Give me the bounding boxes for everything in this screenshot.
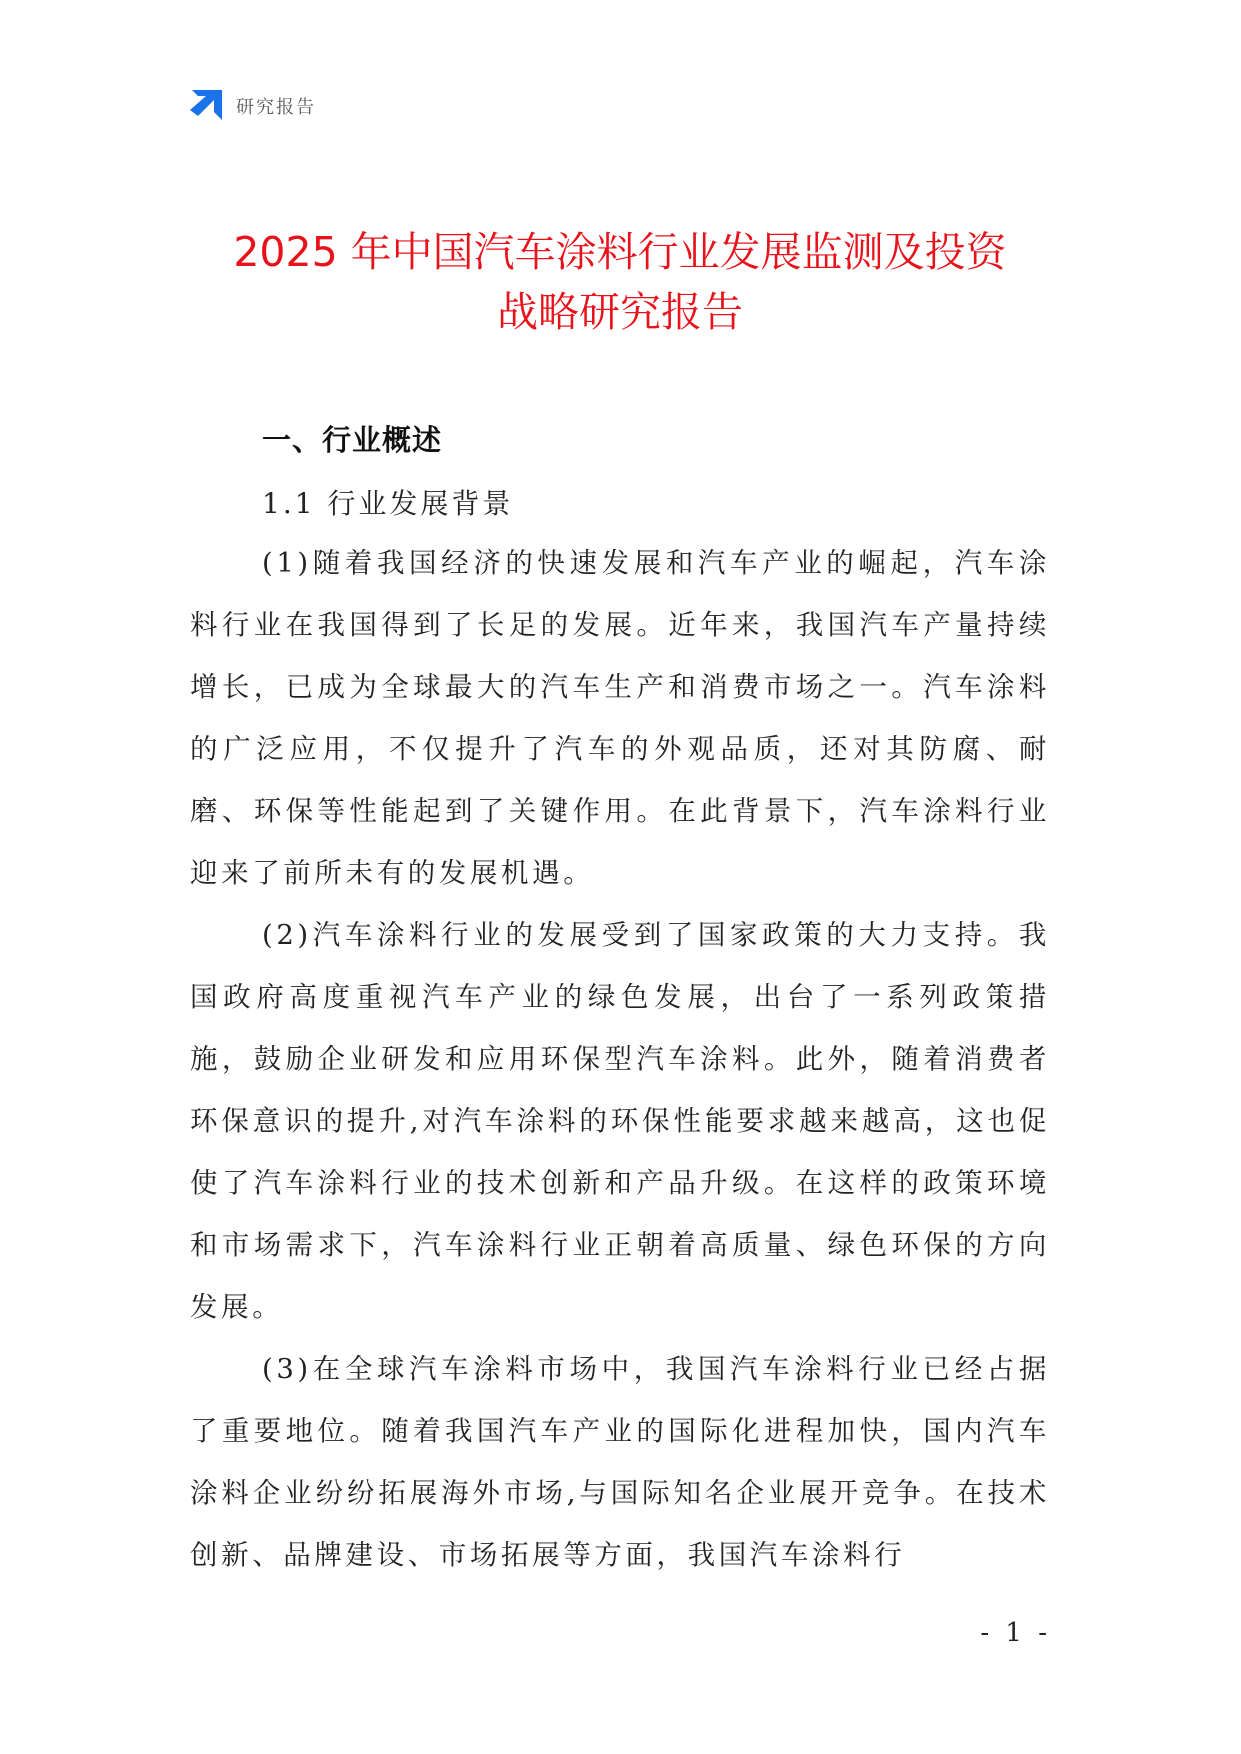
document-title-line-2: 战略研究报告 (497, 288, 743, 336)
page-header (190, 88, 316, 124)
paragraph-1: (1)随着我国经济的快速发展和汽车产业的崛起，汽车涂料行业在我国得到了长足的发展。近年来，我国汽车产量持续增长，已成为全球最大的汽车生产和消费市场之一。汽车涂料的广泛应用，不仅提升了汽车的外观品质，还对其防腐、耐磨、环保等性能起到了关键作用。在此背景下，汽车涂料行业迎来了前所未有的发展机遇。 (190, 547, 1050, 889)
paragraph-3: (3)在全球汽车涂料市场中，我国汽车涂料行业已经占据了重要地位。随着我国汽车产业的国际化进程加快，国内汽车涂料企业纷纷拓展海外市场,与国际知名企业展开竞争。在技术创新、品牌建设、市场拓展等方面，我国汽车涂料行 (190, 1353, 1050, 1571)
subsection-heading: 1.1 行业发展背景 (262, 487, 514, 520)
header-label: 研究报告 (236, 97, 316, 118)
page-number: - 1 - (980, 1618, 1051, 1648)
section-heading: 一、行业概述 (262, 423, 443, 457)
document-title (190, 222, 1050, 342)
arrow-up-right-icon (190, 90, 222, 122)
document-title-line-1: 2025 年中国汽车涂料行业发展监测及投资 (233, 228, 1007, 276)
paragraph-2: (2)汽车涂料行业的发展受到了国家政策的大力支持。我国政府高度重视汽车产业的绿色发展，出台了一系列政策措施，鼓励企业研发和应用环保型汽车涂料。此外，随着消费者环保意识的提升,对汽车涂料的环保性能要求越来越高，这也促使了汽车涂料行业的技术创新和产品升级。在这样的政策环境和市场需求下，汽车涂料行业正朝着高质量、绿色环保的方向发展。 (190, 919, 1050, 1323)
